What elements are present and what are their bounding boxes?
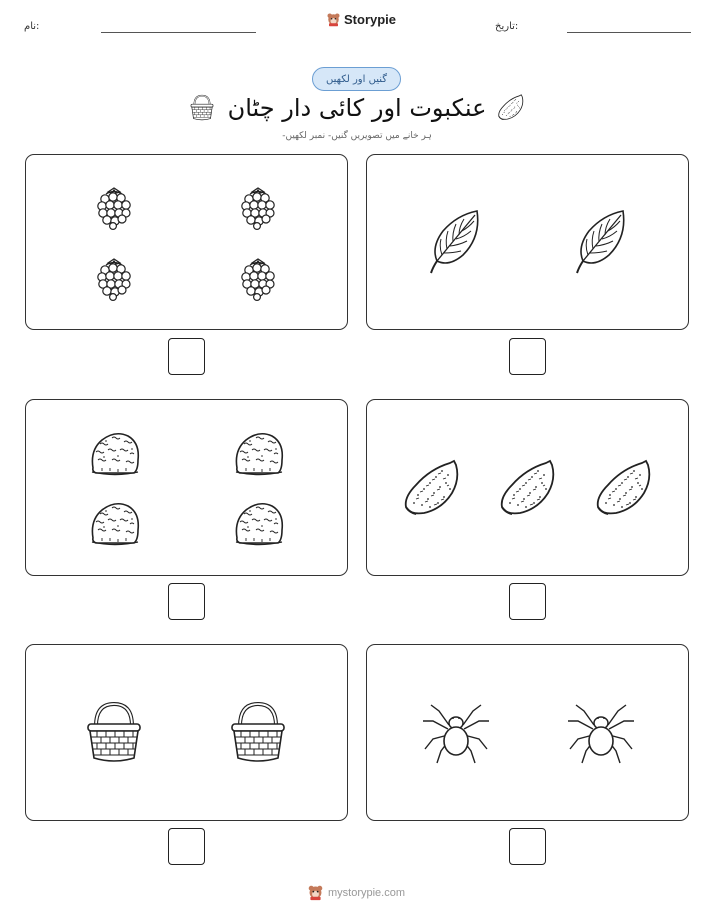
card-baskets xyxy=(25,644,348,821)
leaf-icon xyxy=(573,207,629,277)
moss-rock-icon xyxy=(232,428,286,478)
moss-rock-icon xyxy=(88,428,142,478)
sweet-potato-icon xyxy=(498,457,558,517)
sweet-potato-icon xyxy=(594,457,654,517)
moss-rock-icon xyxy=(232,498,286,548)
card-moss-rocks xyxy=(25,399,348,576)
footer-url[interactable]: mystorypie.com xyxy=(328,886,406,899)
page-subtitle: ہر خانے میں تصویریں گنیں- نمبر لکھیں- xyxy=(282,131,432,141)
sweet-potato-icon xyxy=(497,93,525,121)
brand-logo xyxy=(326,12,396,27)
page-title: عنکبوت اور کائی دار چٹان xyxy=(227,94,487,122)
name-label: نام: xyxy=(24,21,40,32)
footer xyxy=(307,884,405,901)
raspberry-icon xyxy=(238,255,278,301)
basket-icon xyxy=(189,94,215,122)
basket-icon xyxy=(228,700,288,766)
card-raspberries xyxy=(25,154,348,330)
card-leaves xyxy=(366,154,689,330)
mascot-icon xyxy=(326,12,341,27)
mascot-icon xyxy=(307,884,324,901)
spider-icon xyxy=(421,701,491,765)
leaf-icon xyxy=(427,207,483,277)
answer-box[interactable] xyxy=(168,828,205,865)
raspberry-icon xyxy=(94,184,134,230)
answer-box[interactable] xyxy=(509,338,546,375)
name-line[interactable] xyxy=(101,32,256,33)
basket-icon xyxy=(84,700,144,766)
answer-box[interactable] xyxy=(509,583,546,620)
card-spiders xyxy=(366,644,689,821)
sweet-potato-icon xyxy=(402,457,462,517)
instruction-badge: گنیں اور لکھیں xyxy=(312,67,401,91)
answer-box[interactable] xyxy=(509,828,546,865)
date-line[interactable] xyxy=(567,32,691,33)
answer-box[interactable] xyxy=(168,338,205,375)
date-label: تاریخ: xyxy=(495,21,519,32)
spider-icon xyxy=(566,701,636,765)
raspberry-icon xyxy=(238,184,278,230)
moss-rock-icon xyxy=(88,498,142,548)
raspberry-icon xyxy=(94,255,134,301)
answer-box[interactable] xyxy=(168,583,205,620)
brand-name: Storypie xyxy=(344,12,397,27)
card-sweet-potatoes xyxy=(366,399,689,576)
